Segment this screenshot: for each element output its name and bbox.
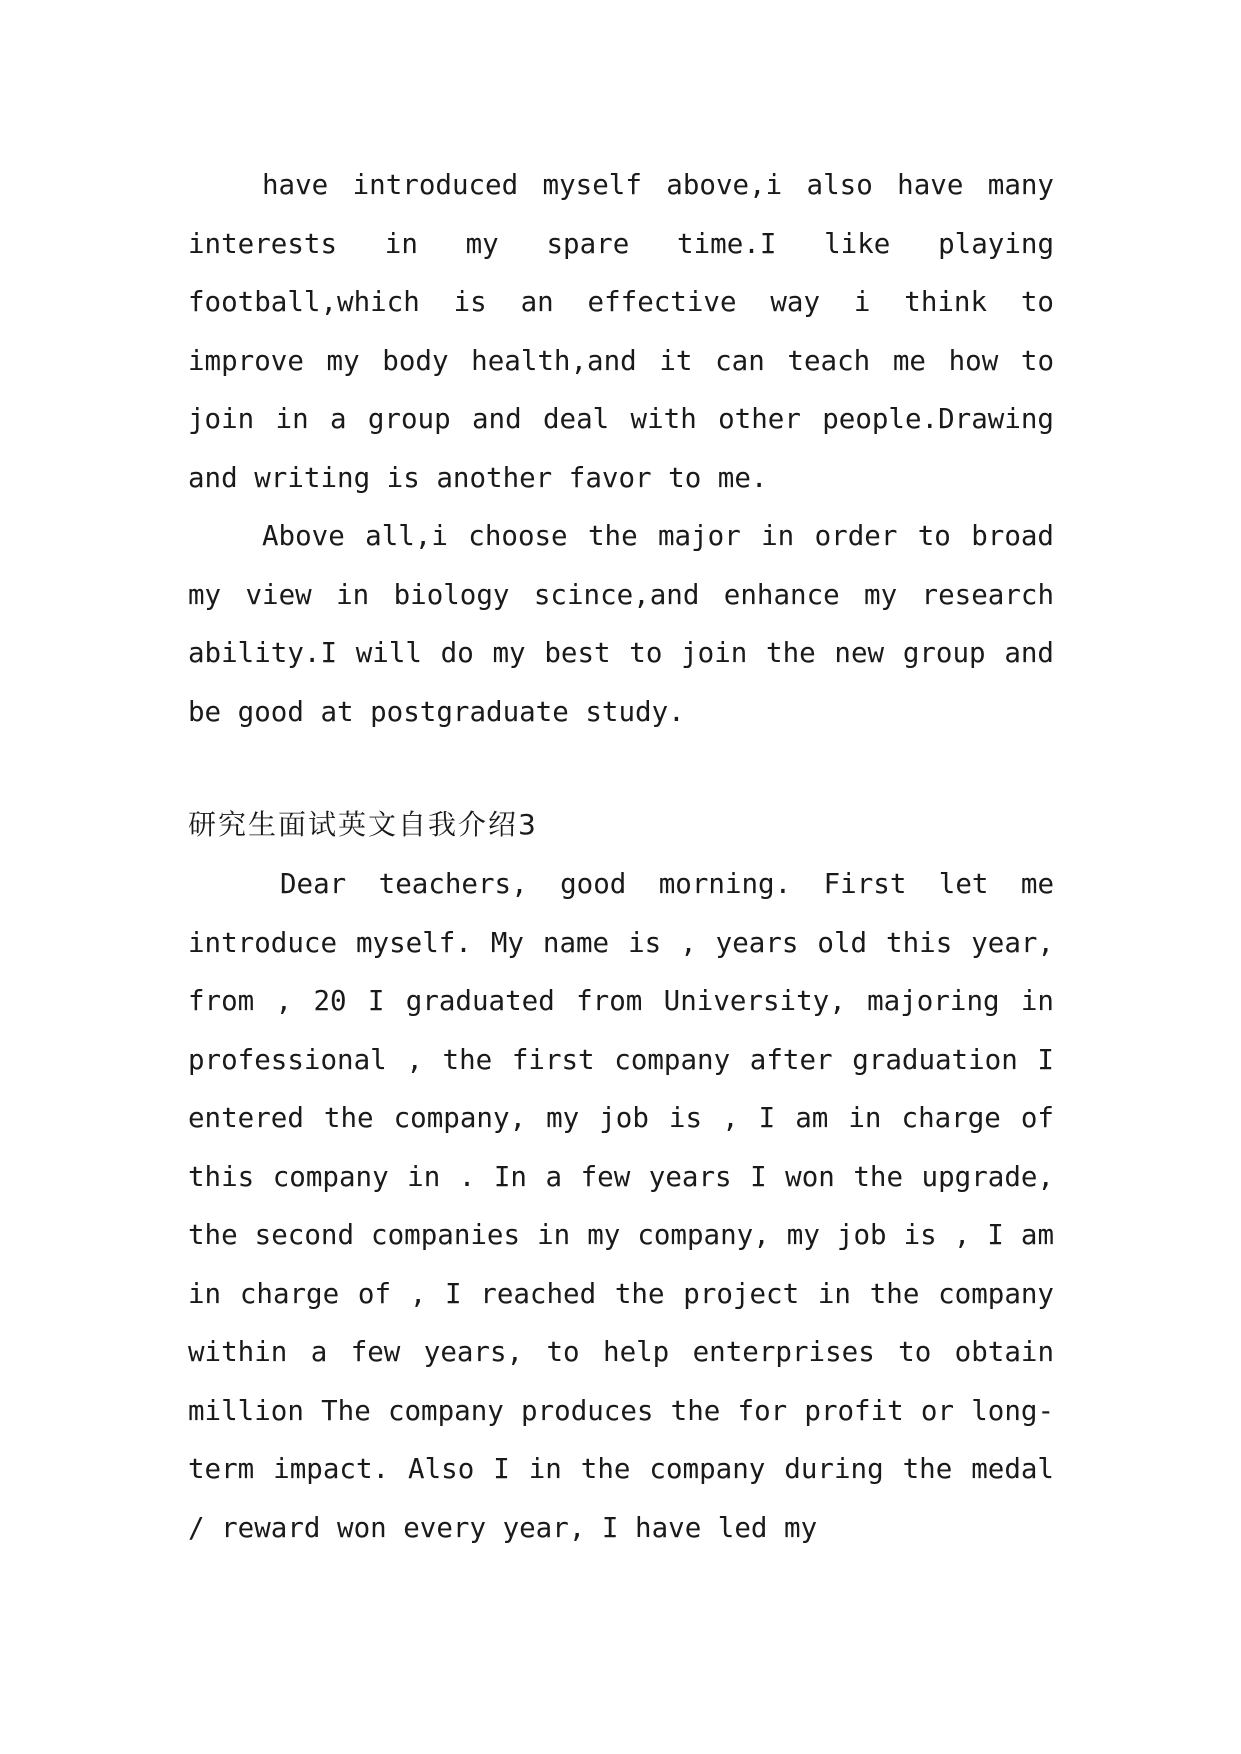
section-heading: 研究生面试英文自我介绍3 <box>188 808 538 841</box>
paragraph-major-choice: Above all,i choose the major in order to broad my view in biology scince,and enhance my research ability.I will do my best to join the new group and be good at postgraduate study. <box>188 520 1054 728</box>
document-page <box>188 156 1054 1557</box>
section-spacer <box>188 741 1054 795</box>
paragraph-interests: have introduced myself above,i also have many interests in my spare time.I like playing football,which is an effective way i think to improve my body health,and it can teach me how to join in a group and deal with other people.Drawing and writing is another favor to me. <box>188 169 1054 494</box>
paragraph-self-introduction: Dear teachers, good morning. First let me introduce myself. My name is , years old this year, from , 20 I graduated from University, majoring in professional , the first company after graduation I entered the company, my job is , I am in charge of this company in . In a few years I won the upgrade, the second companies in my company, my job is , I am in charge of , I reached the project in the company within a few years, to help enterprises to obtain million The company produces the for profit or long-term impact. Also I in the company during the medal / reward won every year, I have led my <box>188 868 1054 1544</box>
